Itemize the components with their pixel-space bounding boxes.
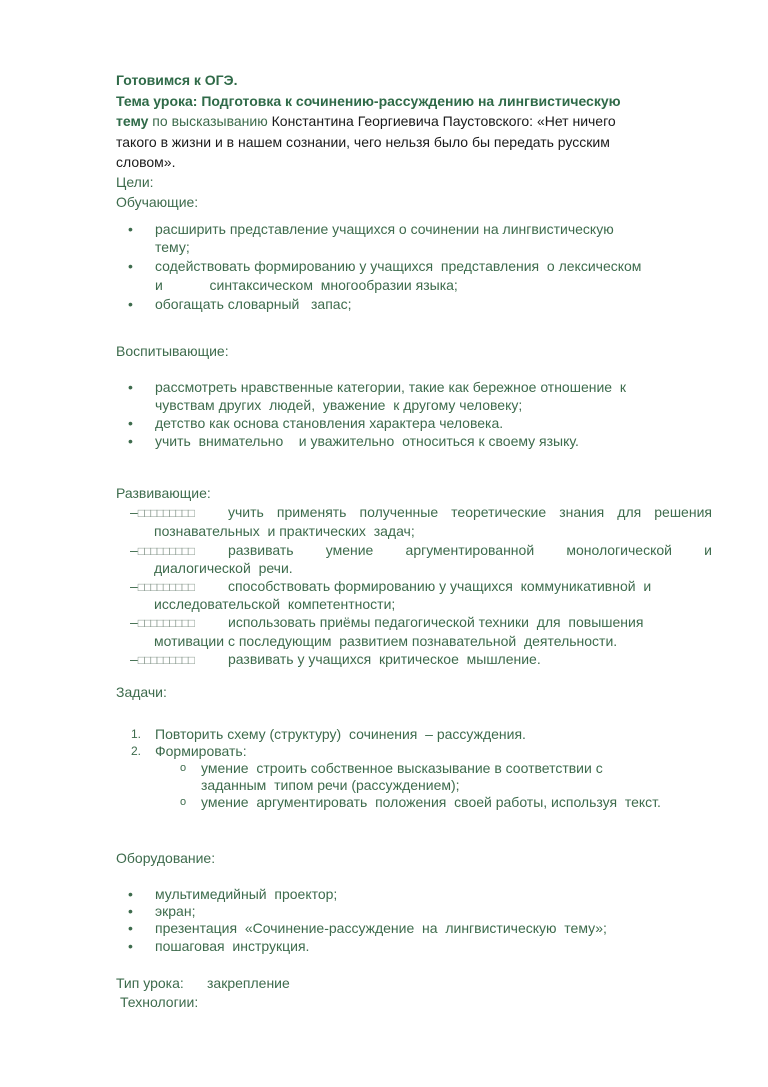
dash: – — [130, 614, 138, 630]
topic-quote: Константина Георгиевича Паустовского: «Нет ничего — [271, 113, 616, 129]
bullet-icon: • — [128, 433, 133, 449]
missing-glyphs: □□□□□□□□□ — [137, 616, 195, 630]
goals-label: Цели: — [116, 174, 154, 190]
list-item: мультимедийный проектор; — [155, 886, 338, 902]
word: для — [617, 504, 642, 520]
developing-label: Развивающие: — [116, 485, 211, 501]
dash-item — [130, 542, 194, 559]
word: и — [704, 542, 712, 558]
word: монологической — [566, 542, 672, 558]
list-item: использовать приёмы педагогической техники для повышения — [228, 614, 644, 630]
upbringing-label: Воспитывающие: — [116, 343, 229, 359]
dash-item — [130, 578, 194, 595]
list-item — [228, 542, 712, 558]
list-item: содействовать формированию у учащихся представления о лексическом — [155, 258, 642, 274]
list-item: развивать у учащихся критическое мышление. — [228, 651, 541, 667]
list-item-cont: исследовательской компетентности; — [154, 596, 396, 612]
number-marker: 1. — [131, 727, 142, 741]
topic-line4: словом». — [116, 154, 176, 170]
tasks-label: Задачи: — [116, 684, 167, 700]
list-item: рассмотреть нравственные категории, такие как бережное отношение к — [155, 379, 626, 395]
list-item: детство как основа становления характера человека. — [155, 415, 504, 431]
topic-green: по высказыванию — [148, 113, 272, 129]
word: развивать — [228, 542, 294, 558]
bullet-icon: • — [128, 886, 133, 902]
word: учить — [228, 504, 264, 520]
circle-bullet-icon: o — [180, 796, 187, 808]
doc-title: Готовимся к ОГЭ. — [116, 72, 238, 88]
bullet-icon: • — [128, 415, 133, 431]
circle-bullet-icon: o — [180, 762, 187, 774]
teaching-label: Обучающие: — [116, 194, 199, 210]
dash: – — [130, 542, 138, 558]
word: теоретические — [451, 504, 547, 520]
sub-item-cont: заданным типом речи (рассуждением); — [201, 777, 460, 793]
topic-line2 — [116, 113, 616, 129]
list-item: пошаговая инструкция. — [155, 938, 310, 954]
list-item: экран; — [155, 903, 196, 919]
list-item-cont: диалогической речи. — [154, 560, 293, 576]
dash: – — [130, 651, 138, 667]
equipment-label: Оборудование: — [116, 850, 216, 866]
task-item: Повторить схему (структуру) сочинения – рассуждения. — [155, 726, 526, 742]
word: умение — [325, 542, 374, 558]
list-item-cont: чувствам других людей, уважение к другому человеку; — [155, 397, 523, 413]
topic-line1: Тема урока: Подготовка к сочинению-рассуждению на лингвистическую — [116, 93, 621, 109]
list-item-cont: мотивации с последующим развитием познавательной деятельности. — [154, 633, 618, 649]
list-item: расширить представление учащихся о сочинении на лингвистическую — [155, 221, 614, 237]
bullet-icon: • — [128, 938, 133, 954]
bullet-icon: • — [128, 379, 133, 395]
word: решения — [654, 504, 712, 520]
missing-glyphs: □□□□□□□□□ — [137, 653, 195, 667]
dash: – — [130, 578, 138, 594]
list-item-cont: тему; — [155, 239, 190, 255]
list-item: способствовать формированию у учащихся коммуникативной и — [228, 578, 652, 594]
bullet-icon: • — [128, 258, 133, 274]
list-item: учить внимательно и уважительно относиться к своему языку. — [155, 433, 579, 449]
list-item-cont: и синтаксическом многообразии языка; — [155, 277, 458, 293]
bullet-icon: • — [128, 296, 133, 312]
dash: – — [130, 504, 138, 520]
topic-line3: такого в жизни и в нашем сознании, чего нельзя было бы передать русским — [116, 134, 610, 150]
number-marker: 2. — [131, 744, 142, 758]
lesson-type-value: закрепление — [207, 975, 290, 991]
task-item: Формировать: — [155, 743, 247, 759]
bullet-icon: • — [128, 221, 133, 237]
dash-item — [130, 651, 194, 668]
list-item-cont: познавательных и практических задач; — [154, 523, 415, 539]
missing-glyphs: □□□□□□□□□ — [137, 506, 195, 520]
list-item: презентация «Сочинение-рассуждение на лингвистическую тему»; — [155, 920, 607, 936]
missing-glyphs: □□□□□□□□□ — [137, 580, 195, 594]
sub-item: умение строить собственное высказывание в соответствии с — [201, 760, 603, 776]
dash-item — [130, 614, 194, 631]
word: знания — [559, 504, 605, 520]
sub-item: умение аргументировать положения своей работы, используя текст. — [201, 794, 661, 810]
word: аргументированной — [405, 542, 535, 558]
dash-item — [130, 504, 194, 521]
topic-bold: тему — [116, 113, 149, 129]
bullet-icon: • — [128, 903, 133, 919]
list-item — [228, 504, 712, 520]
missing-glyphs: □□□□□□□□□ — [137, 544, 195, 558]
word: полученные — [359, 504, 439, 520]
bullet-icon: • — [128, 920, 133, 936]
lesson-type-label: Тип урока: — [116, 975, 184, 991]
technologies-label: Технологии: — [120, 994, 199, 1010]
word: применять — [276, 504, 347, 520]
list-item: обогащать словарный запас; — [155, 296, 352, 312]
